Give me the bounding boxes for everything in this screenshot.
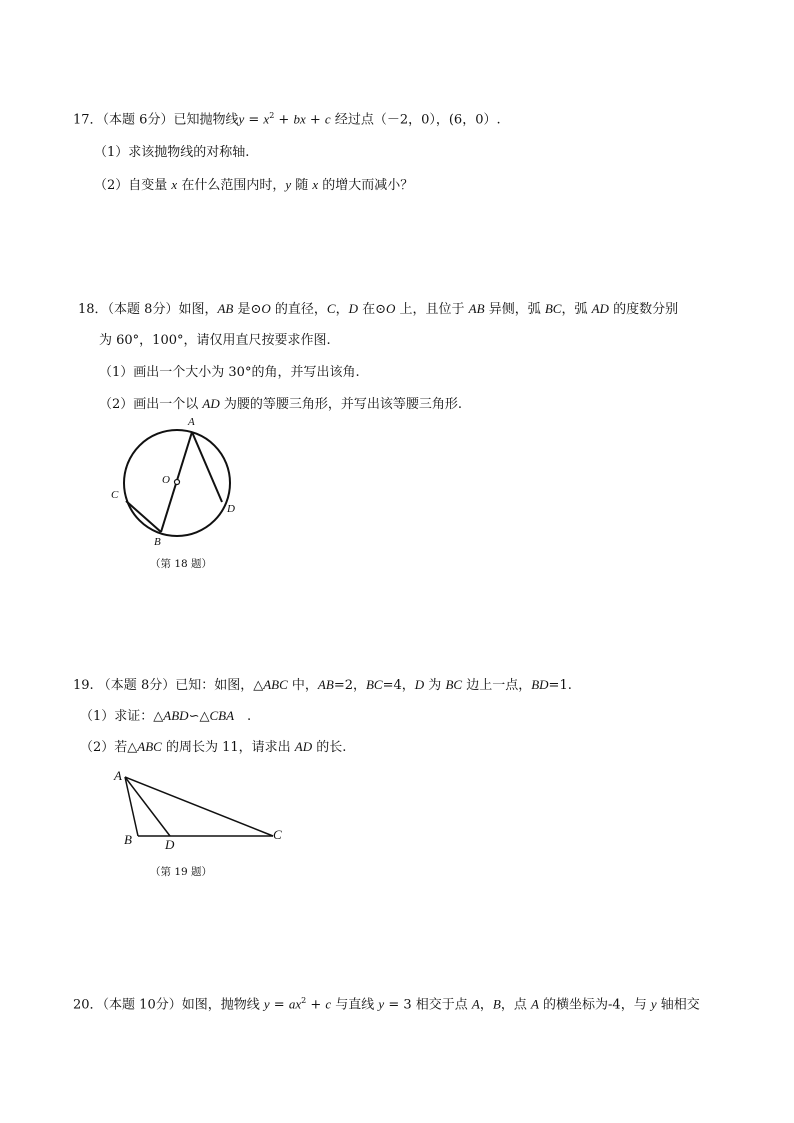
q19-caption: （第 19 题） [150,866,213,878]
label-c: C [111,489,119,501]
label-a: A [114,768,122,783]
q17-stem: 17．（本题 6分）已知抛物线$y = x^2$ + bx + c 经过点（－2，0），(6，0）. [73,111,501,128]
q19-triangle-figure [105,765,305,855]
label-d: D [165,837,175,852]
chord-bc [126,501,161,532]
q17-part1: （1）求该抛物线的对称轴. [94,145,250,160]
label-o: O [162,474,170,486]
label-a: A [188,416,195,428]
label-b: B [154,536,161,548]
q18-stem: 18．（本题 8分）如图，AB 是⊙O 的直径，C，D 在⊙O 上，且位于 AB 异侧，弧 BC，弧 AD 的度数分别 [78,301,679,317]
q18-stem-line2: 为 60°，100°，请仅用直尺按要求作图. [99,333,331,348]
q20-stem: 20．（本题 10分）如图，抛物线 $y = ax^2 + c$ 与直线 y = 3 相交于点 A，B，点 A 的横坐标为-4，与 y 轴相交 [73,996,700,1013]
q18-part2: （2）画出一个以 AD 为腰的等腰三角形，并写出该等腰三角形. [99,396,463,412]
q19-part1: （1）求证：△ABD∽△CBA . [80,708,252,724]
label-b: B [124,832,132,847]
q19-part2: （2）若△ABC 的周长为 11，请求出 AD 的长. [80,739,347,755]
chord-ad [192,432,222,502]
label-d: D [227,503,235,515]
label-c: C [273,827,282,842]
center-point-o [175,480,180,485]
q18-circle-figure [100,412,250,552]
q18-part1: （1）画出一个大小为 30°的角，并写出该角. [99,365,360,380]
q18-caption: （第 18 题） [150,558,213,570]
q17-part2: （2）自变量 x 在什么范围内时，y 随 x 的增大而减小？ [94,177,414,193]
q19-stem: 19. （本题 8分）已知：如图，△ABC 中，AB=2，BC=4，D 为 BC 边上一点，BD=1. [73,677,572,693]
